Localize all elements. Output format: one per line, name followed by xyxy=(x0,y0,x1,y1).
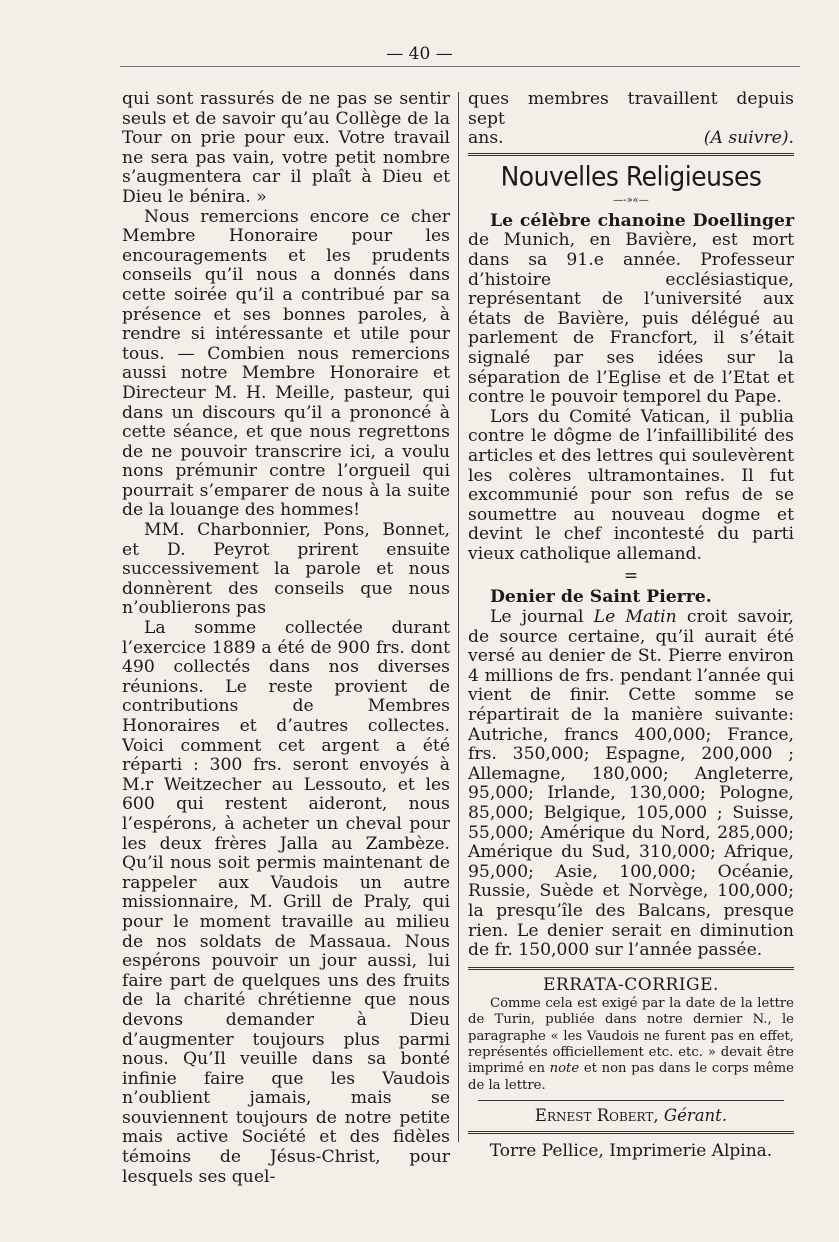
continuation-end: ans. xyxy=(468,128,504,149)
left-paragraph-3: MM. Charbonnier, Pons, Bonnet, et D. Peyrot prirent ensuite successivement la parole et nous donnèrent des conseils que nous n’oublierons pas xyxy=(122,520,450,619)
errata-body xyxy=(468,996,794,1094)
title-ornament: —-»«— xyxy=(613,194,649,206)
article-denier-text-start: Le journal xyxy=(490,607,594,628)
right-column xyxy=(468,90,794,1164)
errata-text-start: Comme cela est exigé par la date de la lettre de Turin, publiée dans notre dernier N., le paragraphe « les Vaudois ne furent pas en effet, représentés officiellement etc. etc. » devait être imprimé en xyxy=(468,995,794,1077)
article-denier-title-line xyxy=(468,588,794,608)
errata-title: ERRATA-CORRIGE. xyxy=(543,974,719,995)
column-divider xyxy=(458,92,459,1142)
article-doellinger-title: Le célèbre chanoine Doellinger xyxy=(490,210,794,231)
gerant-name: Ernest Robert, xyxy=(534,1106,659,1126)
to-be-continued: (A suivre). xyxy=(703,128,794,149)
article-denier-text: croit savoir, de source certaine, qu’il aurait été versé au denier de St. Pierre environ 4 millions de frs. pendant l’année qui vient de finir. Cette somme se répartirait de la manière suivante: Autriche, francs 400,000; France, frs. 350,000; Espagne, 200,000 ; Allemagne, 180,000; Angleterre, 95,000; Irlande, 130,000; Pologne, 85,000; Belgique, 105,000 ; Suisse, 55,000; Amérique du Nord, 285,000; Amérique du Sud, 310,000; Afrique, 95,000; Asie, 100,000; Océanie, Russie, Suède et Norvège, 100,000; la presqu’île des Balcans, presque rien. Le denier serait en diminution de fr. 150,000 sur l’année passée. xyxy=(468,607,794,961)
section-title: Nouvelles Religieuses xyxy=(500,161,762,192)
continuation-text: ques membres travaillent depuis sept xyxy=(468,89,794,129)
printer-rule xyxy=(468,1131,794,1134)
header-rule xyxy=(120,66,800,67)
gerant-line xyxy=(468,1105,794,1127)
page-number: — 40 — xyxy=(386,44,453,64)
left-paragraph-2: Nous remercions encore ce cher Membre Honoraire pour les encouragements et les prudents conseils qu’il nous a donnés dans cette soirée qu’il a contribué par sa présence et ses bonnes paroles, à rendre si intéressante et utile pour tous. — Combien nous remercions aussi notre Membre Honoraire et Directeur M. H. Meille, pasteur, qui dans un discours qu’il a prononcé à cette séance, et que nous regrettons de ne pouvoir transcrire ici, a voulu nons prémunir contre l’orgueil qui pourrait s’emparer de nous à la suite de la louange des hommes! xyxy=(122,206,450,521)
journal-name: Le Matin xyxy=(593,607,677,628)
errata-note-word: note xyxy=(549,1061,580,1077)
left-paragraph-1: qui sont rassurés de ne pas se sentir seuls et de savoir qu’au Collège de la Tour on prie pour eux. Votre travail ne sera pas vain, votre petit nombre s’augmentera car il plaît à Dieu et Dieu le bénira. » xyxy=(122,89,450,207)
article-doellinger-paragraph-2: Lors du Comité Vatican, il publia contre le dôgme de l’infaillibilité des articles et des lettres qui soulevèrent les colères ultramontaines. Il fut excommunié pour son refus de se soumettre au nouveau dogme et devint le chef incontesté du parti vieux catholique allemand. xyxy=(468,406,794,564)
article-doellinger xyxy=(468,212,794,408)
article-separator: = xyxy=(623,566,639,587)
left-column xyxy=(122,90,450,1187)
gerant-rule xyxy=(478,1100,784,1101)
left-paragraph-4: La somme collectée durant l’exercice 1889 a été de 900 frs. dont 490 collectés dans nos diverses réunions. Le reste provient de contributions de Membres Honoraires et d’autres collectes. Voici comment cet argent a été réparti : 300 frs. seront envoyés à M.r Weitzecher au Lessouto, et les 600 qui restent aideront, nous l’espérons, à acheter un cheval pour les deux frères Jalla au Zambèze. Qu’il nous soit permis maintenant de rappeler aux Vaudois un autre missionnaire, M. Grill de Praly, qui pour le moment travaille au milieu de nos soldats de Massaua. Nous espérons pouvoir un jour aussi, lui faire part de quelques uns des fruits de la charité chrétienne que nous devons demander à Dieu d’augmenter toujours plus parmi nous. Qu’Il veuille dans sa bonté infinie faire que les Vaudois n’oublient jamais, mais se souviennent toujours de notre petite mais active Société et des fidèles témoins de Jésus-Christ, pour lesquels ses quel- xyxy=(122,618,450,1187)
section-rule-top xyxy=(468,153,794,156)
continuation-line xyxy=(468,129,794,149)
gerant-title: Gérant. xyxy=(663,1106,728,1126)
printer-line: Torre Pellice, Imprimerie Alpina. xyxy=(489,1141,773,1162)
errata-text-end: et non pas dans le corps même de la lettre. xyxy=(468,1061,794,1093)
article-denier xyxy=(468,608,794,961)
article-denier-title: Denier de Saint Pierre. xyxy=(490,587,712,608)
errata-rule xyxy=(468,967,794,970)
article-doellinger-text: de Munich, en Bavière, est mort dans sa 91.e année. Professeur d’histoire ecclésiastique, représentant de l’université aux états de Bavière, puis délégué au parlement de Francfort, il s’était signalé par ses idées sur la séparation de l’Eglise et de l’Etat et contre le pouvoir temporel du Pape. xyxy=(468,230,794,408)
